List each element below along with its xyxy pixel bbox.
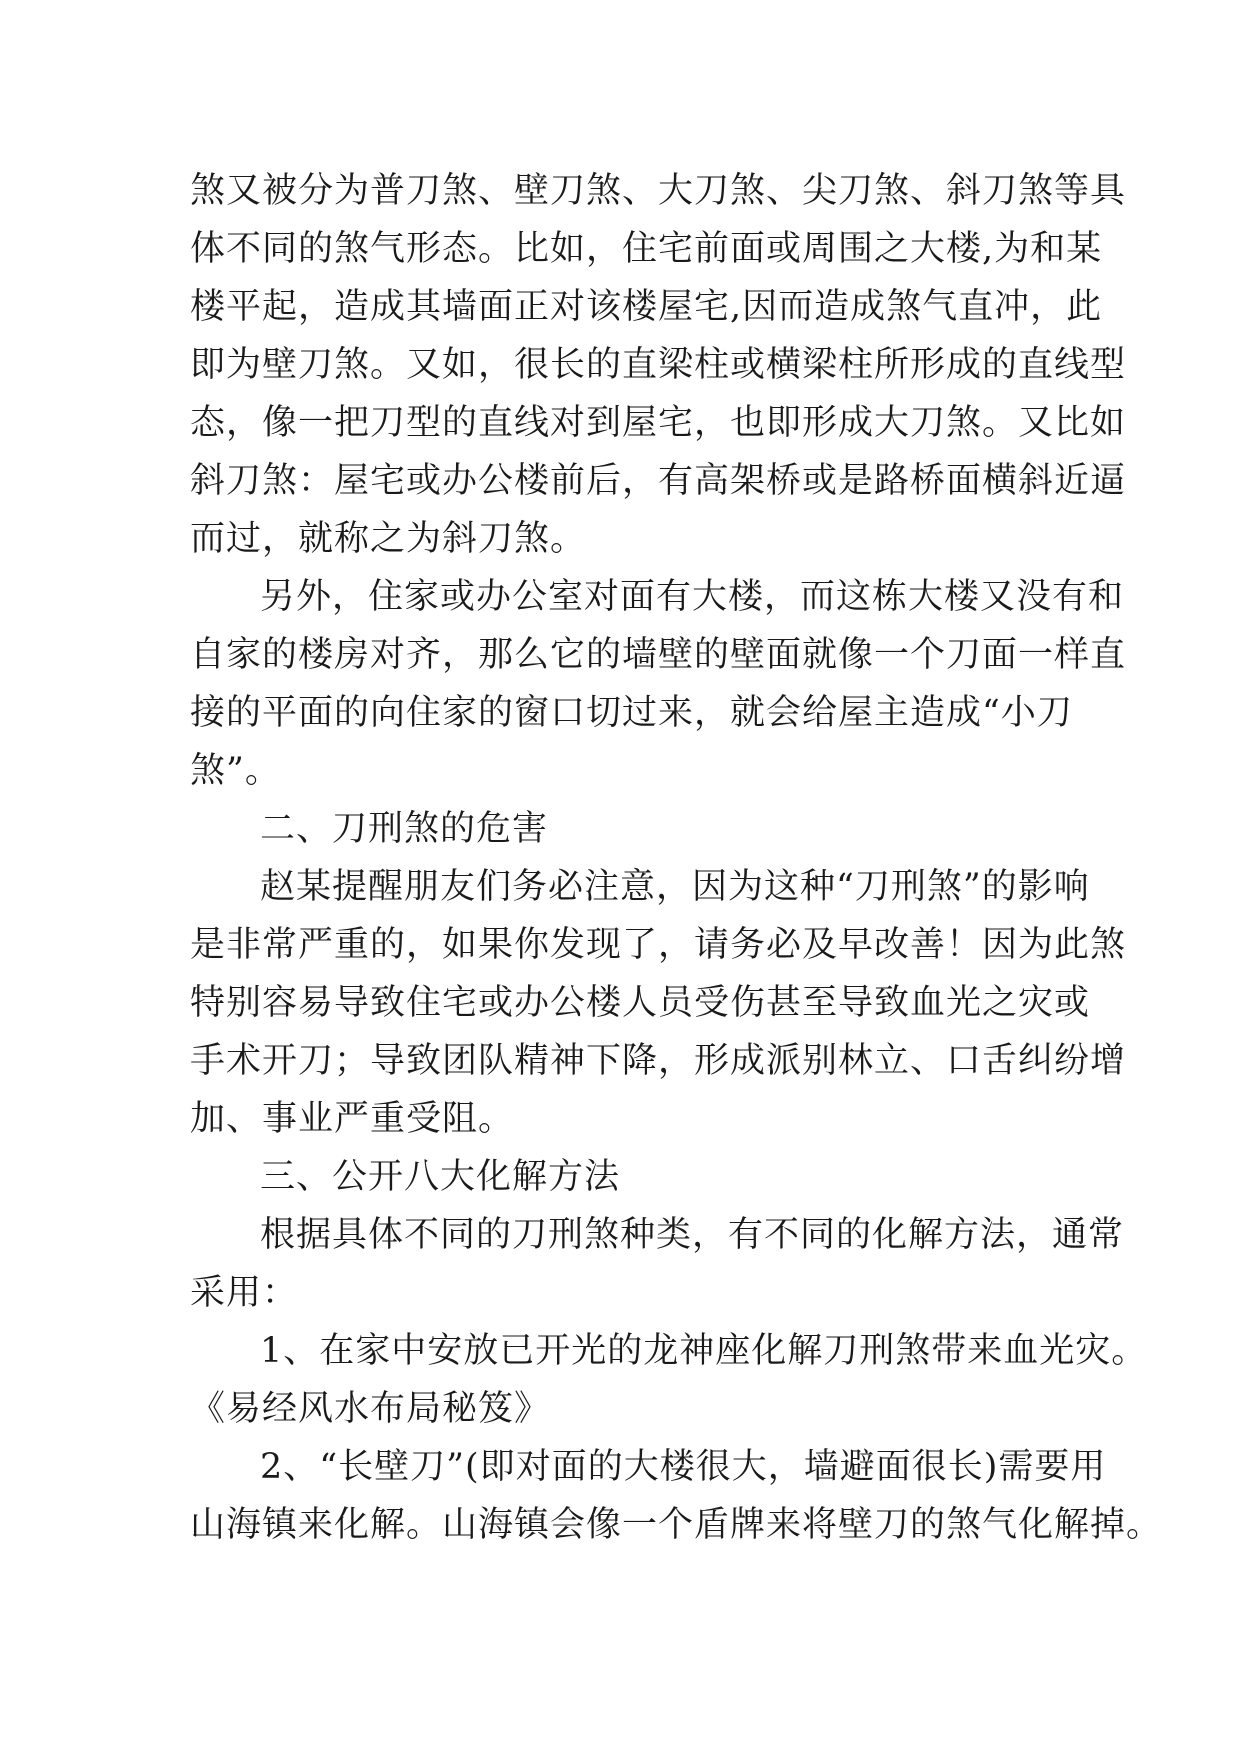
body-line-2: 体不同的煞气形态。比如，住宅前面或周围之大楼,为和某 — [190, 229, 1103, 269]
body-line-20: 采用： — [190, 1273, 299, 1313]
body-line-1: 煞又被分为普刀煞、壁刀煞、大刀煞、尖刀煞、斜刀煞等具 — [190, 171, 1127, 211]
body-line-24: 山海镇来化解。山海镇会像一个盾牌来将壁刀的煞气化解掉。 — [190, 1505, 1163, 1545]
body-line-11: 煞”。 — [190, 751, 281, 791]
body-line-10: 接的平面的向住家的窗口切过来，就会给屋主造成“小刀 — [190, 693, 1073, 733]
body-line-7: 而过，就称之为斜刀煞。 — [190, 519, 587, 559]
section-heading-2: 二、刀刑煞的危害 — [260, 809, 549, 849]
section-heading-3: 三、公开八大化解方法 — [260, 1157, 621, 1197]
body-line-6: 斜刀煞：屋宅或办公楼前后，有高架桥或是路桥面横斜近逼 — [190, 461, 1127, 501]
body-line-16: 手术开刀；导致团队精神下降，形成派别林立、口舌纠纷增 — [190, 1041, 1127, 1081]
paragraph-start-line-8: 另外，住家或办公室对面有大楼，而这栋大楼又没有和 — [260, 577, 1125, 617]
paragraph-start-line-19: 根据具体不同的刀刑煞种类，有不同的化解方法，通常 — [260, 1215, 1125, 1255]
body-line-4: 即为壁刀煞。又如，很长的直梁柱或横梁柱所形成的直线型 — [190, 345, 1127, 385]
body-line-14: 是非常严重的，如果你发现了，请务必及早改善！因为此煞 — [190, 925, 1127, 965]
list-item-1: 1、在家中安放已开光的龙神座化解刀刑煞带来血光灾。 — [260, 1331, 1148, 1371]
body-line-17: 加、事业严重受阻。 — [190, 1099, 515, 1139]
body-line-9: 自家的楼房对齐，那么它的墙壁的壁面就像一个刀面一样直 — [190, 635, 1127, 675]
document-body — [190, 162, 1163, 1554]
paragraph-start-line-13: 赵某提醒朋友们务必注意，因为这种“刀刑煞”的影响 — [260, 867, 1090, 907]
body-line-3: 楼平起，造成其墙面正对该楼屋宅,因而造成煞气直冲，此 — [190, 287, 1103, 327]
body-line-15: 特别容易导致住宅或办公楼人员受伤甚至导致血光之灾或 — [190, 983, 1091, 1023]
list-item-2: 2、“长壁刀”(即对面的大楼很大，墙避面很长)需要用 — [260, 1447, 1107, 1487]
book-title-line: 《易经风水布局秘笈》 — [190, 1389, 551, 1429]
body-line-5: 态，像一把刀型的直线对到屋宅，也即形成大刀煞。又比如 — [190, 403, 1127, 443]
